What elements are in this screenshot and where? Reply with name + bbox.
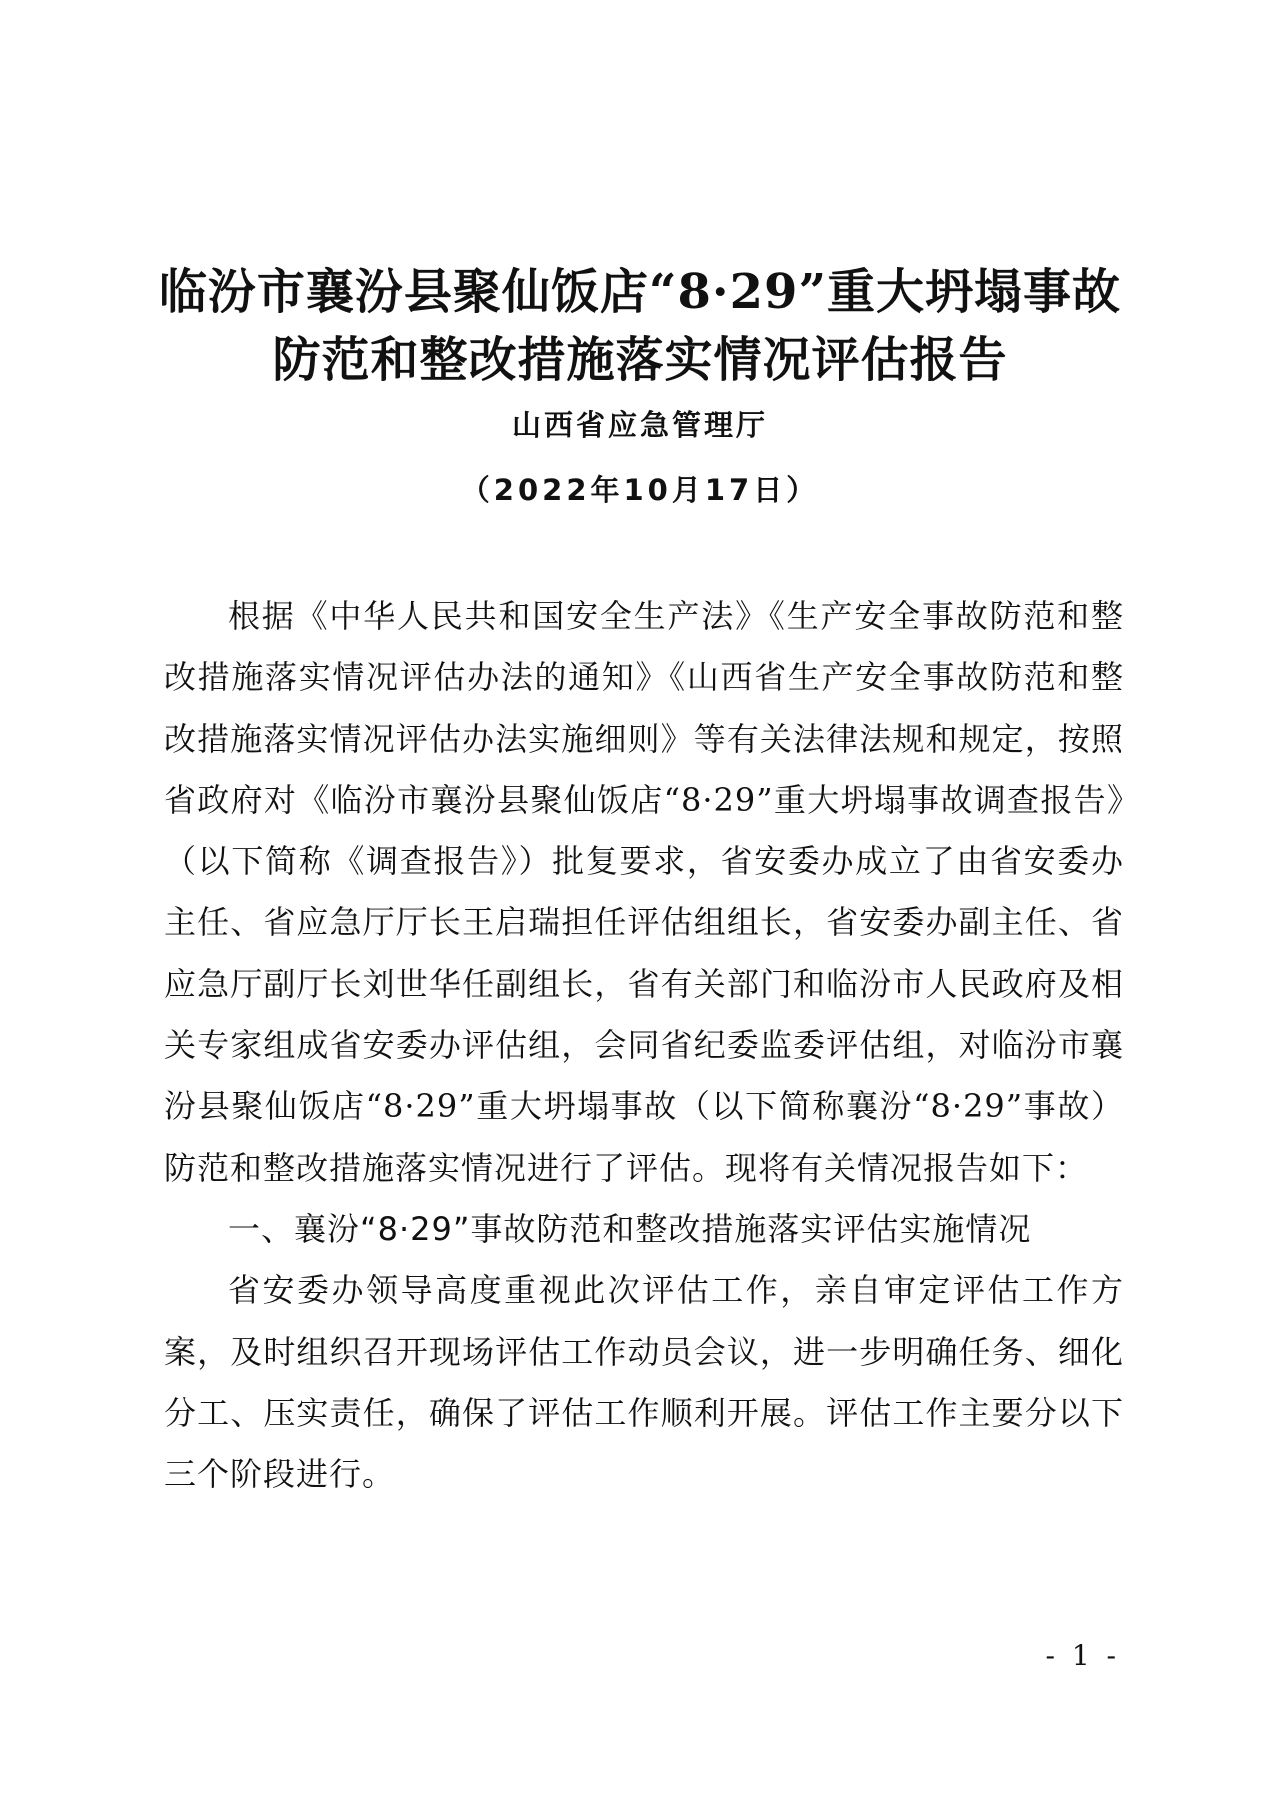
title-line-2: 防范和整改措施落实情况评估报告 (272, 332, 1008, 388)
intro-paragraph: 根据《中华人民共和国安全生产法》《生产安全事故防范和整改措施落实情况评估办法的通知》《山西省生产安全事故防范和整改措施落实情况评估办法实施细则》等有关法律法规和规定，按照省政府对《临汾市襄汾县聚仙饭店“8·29”重大坍塌事故调查报告》（以下简称《调查报告》）批复要求，省安委办成立了由省安委办主任、省应急厅厅长王启瑞担任评估组组长，省安委办副主任、省应急厅副厅长刘世华任副组长，省有关部门和临汾市人民政府及相关专家组成省安委办评估组，会同省纪委监委评估组，对临汾市襄汾县聚仙饭店“8·29”重大坍塌事故（以下简称襄汾“8·29”事故）防范和整改措施落实情况进行了评估。现将有关情况报告如下： (164, 597, 1124, 1187)
document-date: （2022年10月17日） (460, 473, 820, 507)
section-1-paragraph: 省安委办领导高度重视此次评估工作，亲自审定评估工作方案，及时组织召开现场评估工作动员会议，进一步明确任务、细化分工、压实责任，确保了评估工作顺利开展。评估工作主要分以下三个阶段进行。 (164, 1271, 1124, 1494)
title-line-1: 临汾市襄汾县聚仙饭店“8·29”重大坍塌事故 (158, 264, 1122, 320)
page-number: - 1 - (1045, 1639, 1120, 1672)
section-heading-1: 一、襄汾“8·29”事故防范和整改措施落实评估实施情况 (228, 1209, 1032, 1248)
issuing-organization: 山西省应急管理厅 (511, 408, 768, 442)
document-title (0, 258, 1280, 394)
document-body (164, 586, 1124, 1505)
